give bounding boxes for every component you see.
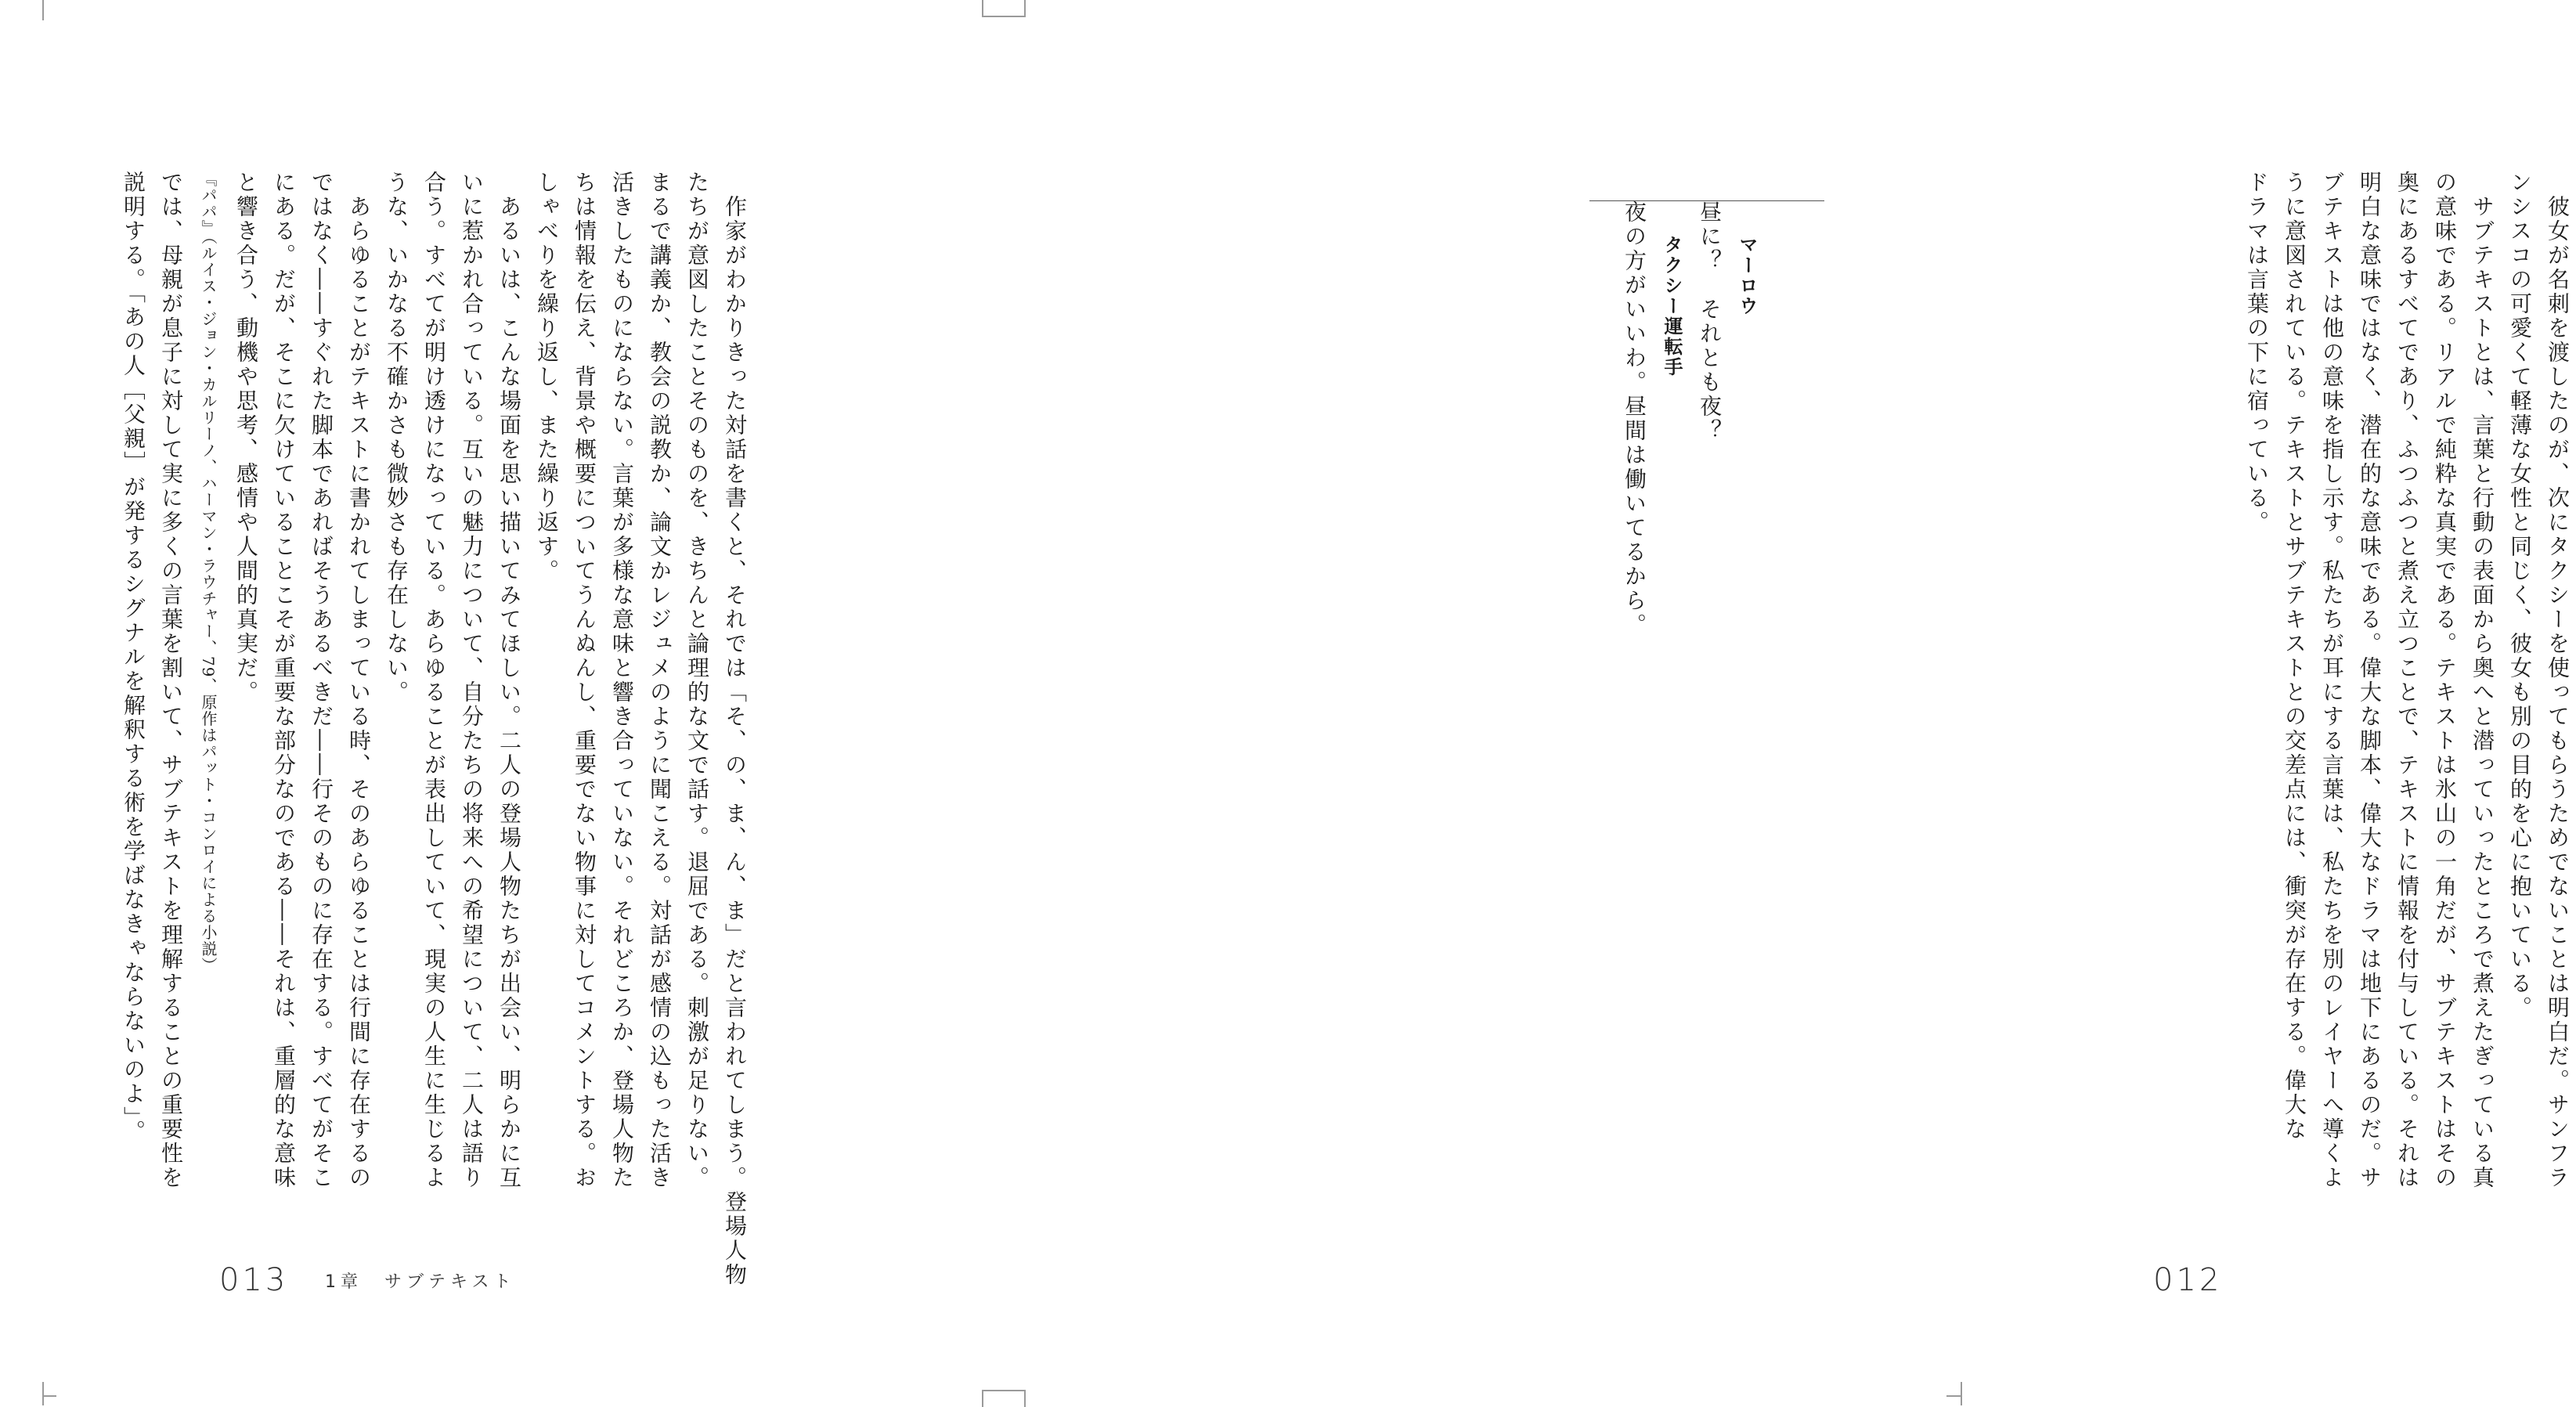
- body-line: 説明する。「あの人［父親］が発するシグナルを解釈する術を学ばなきゃならないのよ」。: [121, 171, 146, 1144]
- body-line: 活きしたものにならない。言葉が多様な意味と響き合っていない。それどころか、登場人物た: [609, 171, 635, 1190]
- left-page: [0, 0, 1002, 1405]
- body-line: しゃべりを繰り返し、また繰り返す。: [534, 171, 560, 583]
- body-line: の意味である。リアルで純粋な真実である。テキストは氷山の一角だが、サブテキストはその: [2432, 171, 2458, 1190]
- body-line: たちが意図したことそのものを、きちんと論理的な文で話す。退屈である。刺激が足りない。: [684, 171, 710, 1190]
- body-line: ンシスコの可愛くて軽薄な女性と同じく、彼女も別の目的を心に抱いている。: [2507, 171, 2533, 1020]
- body-line: うに意図されている。テキストとサブテキストとの交差点には、衝突が存在する。偉大な: [2282, 171, 2307, 1142]
- body-line: まるで講義か、教会の説教か、論文かレジュメのように聞こえる。対話が感情の込もった活き: [647, 171, 673, 1190]
- body-line: いに惹かれ合っている。互いの魅力について、自分たちの将来への希望について、二人は語り: [459, 171, 485, 1190]
- body-line: ブテキストは他の意味を指し示す。私たちが耳にする言葉は、私たちを別のレイヤーへ導くよ: [2319, 171, 2345, 1190]
- right-page: [1002, 0, 2571, 1405]
- page-number: 012: [2153, 1262, 2223, 1298]
- body-line-citation: 『パパ』（ルイス・ジョン・カルリーノ、ハーマン・ラウチャー、79、原作はパット・コンロイによる小説）: [199, 171, 218, 974]
- script-speaker: タクシー運転手: [1661, 235, 1683, 377]
- body-line: 奥にあるすべてであり、ふつふつと煮え立つことで、テキストに情報を付与している。それは: [2394, 171, 2420, 1190]
- right-page-body: [2231, 171, 2576, 1190]
- body-line: 明白な意味ではなく、潜在的な意味である。偉大な脚本、偉大なドラマは地下にあるのだ。サ: [2357, 171, 2383, 1190]
- script-speech: 夜の方がいいわ。昼間は働いてるから。: [1622, 200, 1647, 637]
- body-line: にある。だが、そこに欠けていることこそが重要な部分なのである――それは、重層的な意味: [271, 171, 297, 1190]
- body-line: ちは情報を伝え、背景や概要についてうんぬんし、重要でない物事に対してコメントする。お: [572, 171, 597, 1190]
- body-line: ドラマは言葉の下に宿っている。: [2244, 171, 2270, 535]
- body-line: では、母親が息子に対して実に多くの言葉を割いて、サブテキストを理解することの重要性を: [158, 171, 184, 1190]
- body-line: 作家がわかりきった対話を書くと、それでは「そ、の、ま、ん、ま」だと言われてしまう。登場人物: [722, 171, 748, 1287]
- body-line: ではなく――すぐれた脚本であればそうあるべきだ――行そのものに存在する。すべてがそこ: [308, 171, 334, 1190]
- body-line: 彼女が名刺を渡したのが、次にタクシーを使ってもらうためでないことは明白だ。サンフラ: [2545, 171, 2571, 1190]
- page-number: 013: [219, 1262, 289, 1298]
- body-line: 合う。すべてが明け透けになっている。あらゆることが表出していて、現実の人生に生じるよ: [421, 171, 447, 1190]
- body-line: あらゆることがテキストに書かれてしまっている時、そのあらゆることは行間に存在するの: [346, 171, 372, 1190]
- body-line: うな、いかなる不確かさも微妙さも存在しない。: [384, 171, 409, 705]
- body-line: サブテキストとは、言葉と行動の表面から奥へと潜っていったところで煮えたぎっている真: [2470, 171, 2495, 1190]
- body-line: と響き合う、動機や思考、感情や人間的真実だ。: [233, 171, 259, 705]
- body-line: あるいは、こんな場面を思い描いてみてほしい。二人の登場人物たちが出会い、明らかに互: [496, 171, 522, 1190]
- script-speaker: マーロウ: [1736, 235, 1758, 316]
- screenplay-excerpt: [1593, 200, 1766, 749]
- script-speech: 昼に？ それとも夜？: [1697, 200, 1723, 443]
- running-head: 1章 サブテキスト: [325, 1272, 516, 1292]
